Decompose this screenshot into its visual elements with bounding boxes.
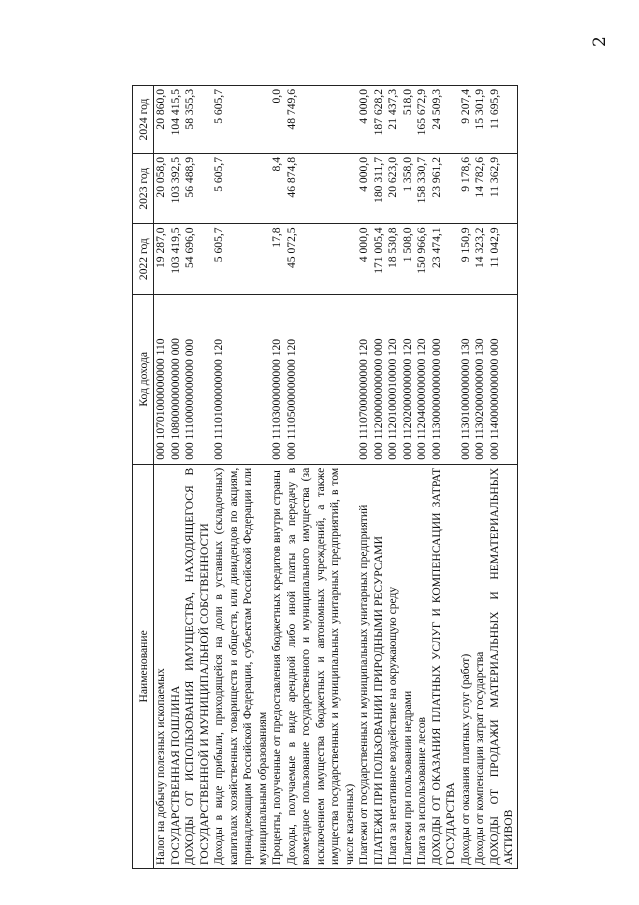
row-name-cell: ДОХОДЫ ОТ ОКАЗАНИЯ ПЛАТНЫХ УСЛУГ И КОМПЕНСАЦИИ ЗАТРАТ ГОСУДАРСТВА	[430, 464, 459, 868]
row-name-cell: Платежи от государственных и муниципальных унитарных предприятий	[357, 464, 372, 868]
row-value-2022: 171 005,4	[372, 224, 387, 294]
row-value-2024: 15 301,9	[473, 86, 488, 154]
row-value-2023: 8,4	[270, 154, 285, 224]
row-name-cell: Проценты, полученные от предоставления бюджетных кредитов внутри страны	[270, 464, 285, 868]
row-name-cell: Доходы от компенсации затрат государства	[473, 464, 488, 868]
row-value-2022: 17,8	[270, 224, 285, 294]
row-value-2023: 14 782,6	[473, 154, 488, 224]
table-row	[270, 86, 285, 869]
table-row	[154, 86, 169, 869]
revenue-table-sheet	[132, 85, 583, 869]
table-row	[401, 86, 416, 869]
header-code: Код дохода	[133, 294, 154, 464]
table-row	[212, 86, 270, 869]
row-value-2023: 158 330,7	[415, 154, 430, 224]
row-code-cell: 000 11300000000000 000	[430, 294, 459, 464]
row-value-2023: 5 605,7	[212, 154, 270, 224]
row-code-cell: 000 11100000000000 000	[183, 294, 212, 464]
header-2024: 2024 год	[133, 86, 154, 154]
row-value-2024: 0,0	[270, 86, 285, 154]
row-value-2024: 518,0	[401, 86, 416, 154]
row-value-2022: 5 605,7	[212, 224, 270, 294]
table-row	[372, 86, 387, 869]
table-row	[430, 86, 459, 869]
table-row	[285, 86, 358, 869]
header-2023: 2023 год	[133, 154, 154, 224]
row-value-2024: 20 860,0	[154, 86, 169, 154]
row-value-2022: 54 696,0	[183, 224, 212, 294]
row-value-2022: 14 323,2	[473, 224, 488, 294]
row-value-2022: 45 072,5	[285, 224, 358, 294]
table-row	[488, 86, 518, 869]
header-2022: 2022 год	[133, 224, 154, 294]
row-code-cell: 000 11201000010000 120	[386, 294, 401, 464]
row-value-2022: 4 000,0	[357, 224, 372, 294]
row-value-2024: 5 605,7	[212, 86, 270, 154]
row-code-cell: 000 11103000000000 120	[270, 294, 285, 464]
row-value-2024: 24 509,3	[430, 86, 459, 154]
row-value-2022: 1 508,0	[401, 224, 416, 294]
row-value-2022: 23 474,1	[430, 224, 459, 294]
row-value-2024: 9 207,4	[459, 86, 474, 154]
page-number: 2	[590, 36, 610, 48]
row-name-cell: Доходы от оказания платных услуг (работ)	[459, 464, 474, 868]
row-value-2022: 11 042,9	[488, 224, 518, 294]
table-row	[357, 86, 372, 869]
table-row	[459, 86, 474, 869]
table-row	[473, 86, 488, 869]
table-body	[154, 86, 518, 869]
row-value-2022: 18 530,8	[386, 224, 401, 294]
table-row	[386, 86, 401, 869]
row-value-2023: 103 392,5	[169, 154, 184, 224]
row-value-2024: 104 415,5	[169, 86, 184, 154]
row-value-2024: 165 672,9	[415, 86, 430, 154]
row-value-2022: 103 419,5	[169, 224, 184, 294]
row-code-cell: 000 11302000000000 130	[473, 294, 488, 464]
row-value-2023: 46 874,8	[285, 154, 358, 224]
row-value-2024: 11 695,9	[488, 86, 518, 154]
row-name-cell: Доходы в виде прибыли, приходящейся на доли в уставных (складочных) капиталах хозяйственных товариществ и обществ, или дивидендов по акциям, принадлежащим Российской Федерации, субъектам Российской Федерации или муниципальным образованиям	[212, 464, 270, 868]
table-row	[183, 86, 212, 869]
row-name-cell: Платежи при пользовании недрами	[401, 464, 416, 868]
row-value-2023: 180 311,7	[372, 154, 387, 224]
table-header-row	[133, 86, 154, 869]
row-code-cell: 000 11105000000000 120	[285, 294, 358, 464]
row-value-2024: 48 749,6	[285, 86, 358, 154]
row-value-2023: 20 623,0	[386, 154, 401, 224]
row-name-cell: ДОХОДЫ ОТ ПРОДАЖИ МАТЕРИАЛЬНЫХ И НЕМАТЕРИАЛЬНЫХ АКТИВОВ	[488, 464, 518, 868]
row-value-2023: 11 362,9	[488, 154, 518, 224]
row-name-cell: Плата за негативное воздействие на окружающую среду	[386, 464, 401, 868]
row-name-cell: Доходы, получаемые в виде арендной либо иной платы за передачу в возмездное пользование государственного и муниципального имущества (за исключением имущества бюджетных и автономных учреждений, а также имущества государственных и муниципальных унитарных предприятий, в том числе казенных)	[285, 464, 358, 868]
row-code-cell: 000 11202000000000 120	[401, 294, 416, 464]
row-value-2024: 4 000,0	[357, 86, 372, 154]
row-name-cell: ДОХОДЫ ОТ ИСПОЛЬЗОВАНИЯ ИМУЩЕСТВА, НАХОДЯЩЕГОСЯ В ГОСУДАРСТВЕННОЙ И МУНИЦИПАЛЬНОЙ СОБСТВЕННОСТИ	[183, 464, 212, 868]
row-value-2023: 4 000,0	[357, 154, 372, 224]
row-code-cell: 000 11301000000000 130	[459, 294, 474, 464]
row-code-cell: 000 10701000000000 110	[154, 294, 169, 464]
row-code-cell: 000 10800000000000 000	[169, 294, 184, 464]
row-name-cell: ГОСУДАРСТВЕННАЯ ПОШЛИНА	[169, 464, 184, 868]
row-value-2023: 23 961,2	[430, 154, 459, 224]
revenue-table	[132, 85, 518, 869]
row-value-2023: 20 058,0	[154, 154, 169, 224]
row-code-cell: 000 11101000000000 120	[212, 294, 270, 464]
row-code-cell: 000 11107000000000 120	[357, 294, 372, 464]
row-name-cell: Налог на добычу полезных ископаемых	[154, 464, 169, 868]
row-value-2024: 58 355,3	[183, 86, 212, 154]
row-name-cell: ПЛАТЕЖИ ПРИ ПОЛЬЗОВАНИИ ПРИРОДНЫМИ РЕСУРСАМИ	[372, 464, 387, 868]
row-value-2024: 21 437,3	[386, 86, 401, 154]
row-value-2023: 56 488,9	[183, 154, 212, 224]
table-row	[169, 86, 184, 869]
table-row	[415, 86, 430, 869]
row-value-2023: 1 358,0	[401, 154, 416, 224]
row-code-cell: 000 11200000000000 000	[372, 294, 387, 464]
row-value-2022: 9 150,9	[459, 224, 474, 294]
row-name-cell: Плата за использование лесов	[415, 464, 430, 868]
row-code-cell: 000 11400000000000 000	[488, 294, 518, 464]
row-value-2024: 187 628,2	[372, 86, 387, 154]
row-value-2022: 19 287,0	[154, 224, 169, 294]
row-value-2022: 150 966,6	[415, 224, 430, 294]
row-value-2023: 9 178,6	[459, 154, 474, 224]
header-name: Наименование	[133, 464, 154, 868]
row-code-cell: 000 11204000000000 120	[415, 294, 430, 464]
